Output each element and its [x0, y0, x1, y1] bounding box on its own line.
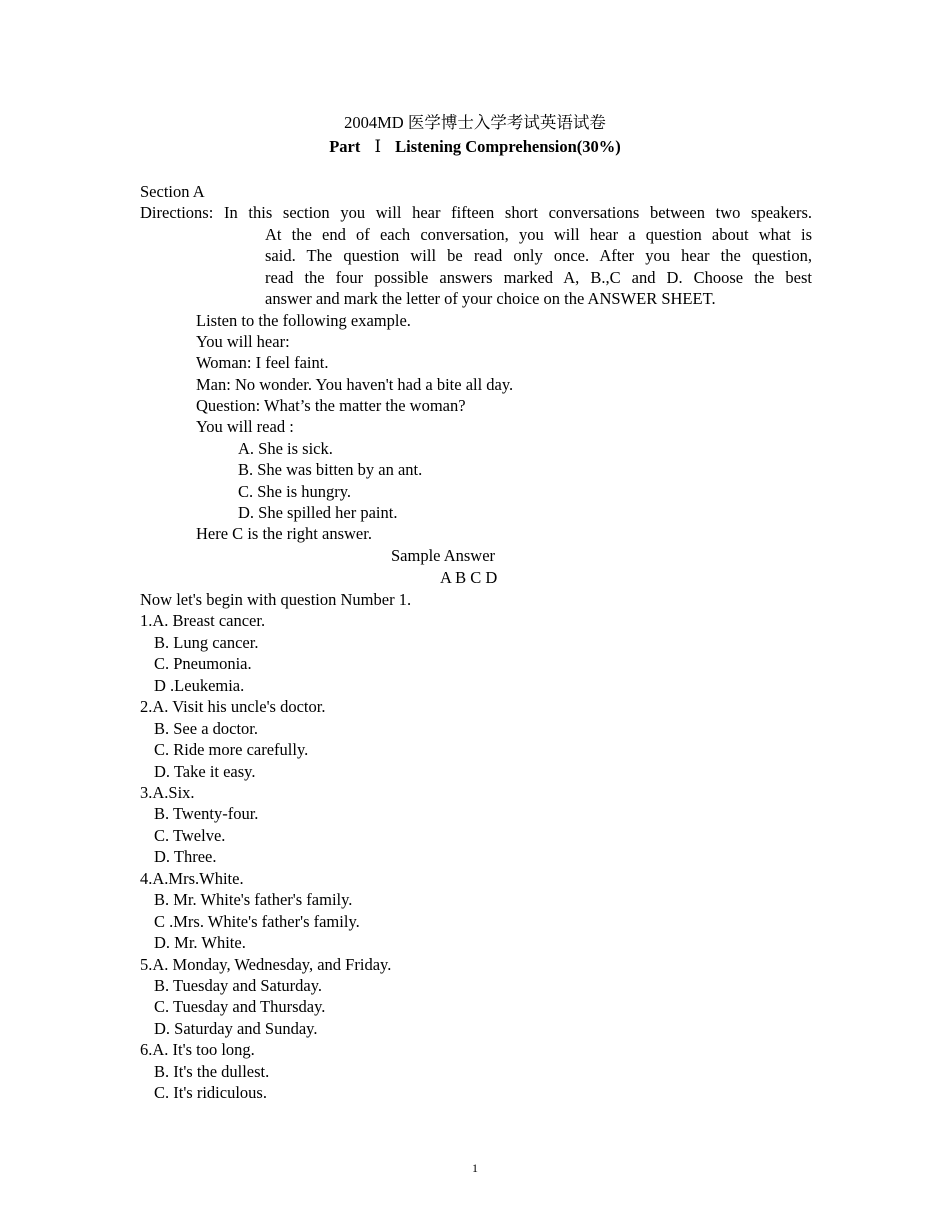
question-3-option: C. Twelve.	[154, 826, 226, 845]
example-option: D. She spilled her paint.	[238, 503, 398, 522]
question-2-option: B. See a doctor.	[154, 719, 259, 738]
question-3-option-a: 3.A.Six.	[140, 783, 195, 802]
directions-line: read the four possible answers marked A, B.,C and D. Choose the best	[265, 268, 812, 287]
question-1-option: D .Leukemia.	[154, 676, 245, 695]
exam-title: 2004MD 医学博士入学考试英语试卷	[344, 113, 606, 132]
example-read-label: You will read :	[196, 417, 294, 436]
example-intro: Listen to the following example.	[196, 311, 411, 330]
example-woman-line: Woman: I feel faint.	[196, 353, 329, 372]
question-3-option: D. Three.	[154, 847, 217, 866]
example-hear-label: You will hear:	[196, 332, 290, 351]
example-option: B. She was bitten by an ant.	[238, 460, 423, 479]
part-numeral: Ⅰ	[374, 137, 381, 156]
begin-text: Now let's begin with question Number 1.	[140, 590, 412, 609]
example-option: C. She is hungry.	[238, 482, 352, 501]
question-5-option: B. Tuesday and Saturday.	[154, 976, 323, 995]
directions-first-line: Directions: In this section you will hear fifteen short conversations between two speakers.	[140, 203, 812, 222]
question-3-option: B. Twenty-four.	[154, 804, 259, 823]
question-4-option: C .Mrs. White's father's family.	[154, 912, 360, 931]
question-2-option: C. Ride more carefully.	[154, 740, 309, 759]
question-6-option: B. It's the dullest.	[154, 1062, 270, 1081]
example-question: Question: What’s the matter the woman?	[196, 396, 466, 415]
question-1-option: C. Pneumonia.	[154, 654, 252, 673]
question-1-option: B. Lung cancer.	[154, 633, 259, 652]
section-label: Section A	[140, 182, 205, 201]
question-2-option-a: 2.A. Visit his uncle's doctor.	[140, 697, 326, 716]
question-4-option: B. Mr. White's father's family.	[154, 890, 353, 909]
question-6-option: C. It's ridiculous.	[154, 1083, 267, 1102]
part-label: Part	[329, 137, 361, 156]
directions-last-line: answer and mark the letter of your choice on the ANSWER SHEET.	[265, 289, 716, 308]
page-number: 1	[472, 1161, 478, 1175]
question-1-option-a: 1.A. Breast cancer.	[140, 611, 266, 630]
example-option: A. She is sick.	[238, 439, 333, 458]
question-5-option: D. Saturday and Sunday.	[154, 1019, 318, 1038]
question-4-option-a: 4.A.Mrs.White.	[140, 869, 244, 888]
example-man-line: Man: No wonder. You haven't had a bite all day.	[196, 375, 514, 394]
question-2-option: D. Take it easy.	[154, 762, 256, 781]
question-5-option-a: 5.A. Monday, Wednesday, and Friday.	[140, 955, 392, 974]
sample-answer-label: Sample Answer	[391, 546, 496, 565]
part-name: Listening Comprehension(30%)	[395, 137, 621, 156]
question-5-option: C. Tuesday and Thursday.	[154, 997, 326, 1016]
part-heading	[0, 136, 950, 157]
directions-line: said. The question will be read only once. After you hear the question,	[265, 246, 812, 265]
sample-answer-letters: A B C D	[440, 568, 498, 587]
question-6-option-a: 6.A. It's too long.	[140, 1040, 255, 1059]
question-4-option: D. Mr. White.	[154, 933, 246, 952]
directions-line: At the end of each conversation, you will hear a question about what is	[265, 225, 812, 244]
example-answer-note: Here C is the right answer.	[196, 524, 372, 543]
